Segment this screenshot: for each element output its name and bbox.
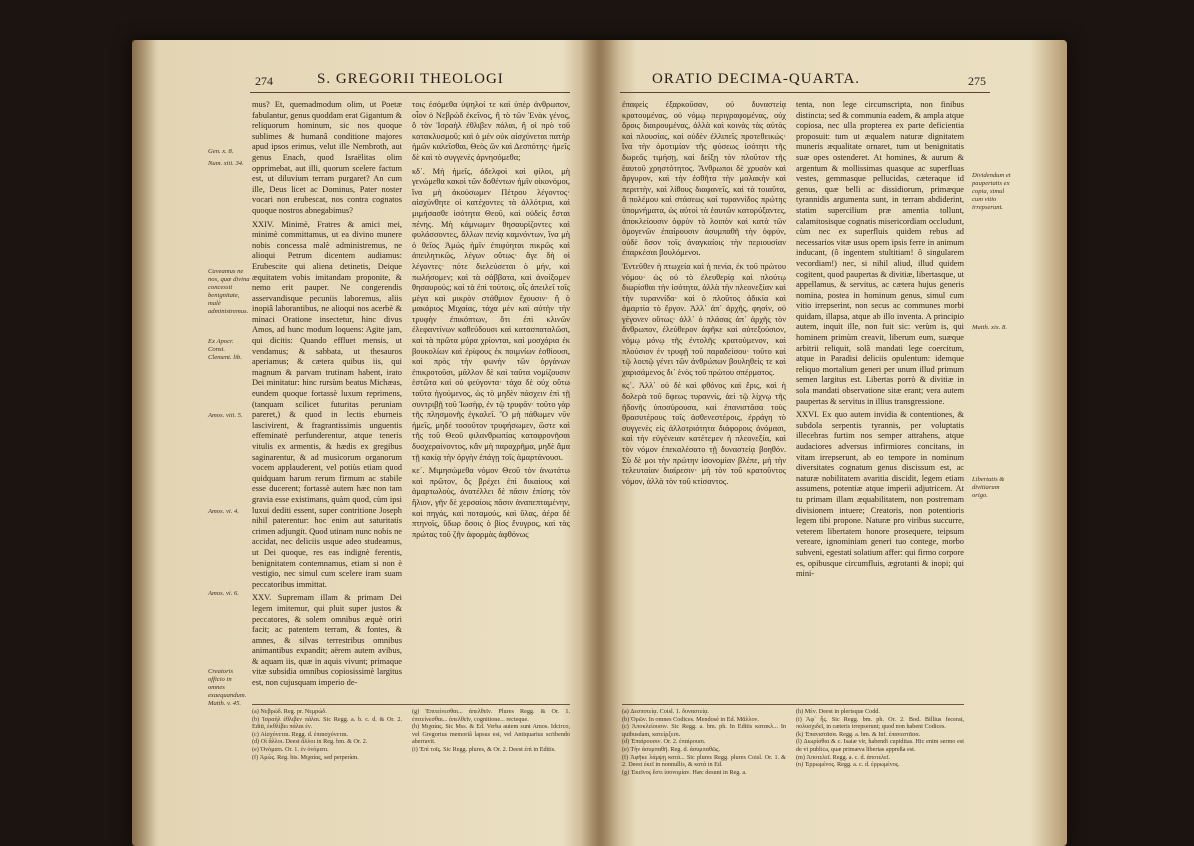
footnote: (m) Ἀποτελεῖ. Regg. a. c. d. ἀποτελεῖ.: [796, 753, 890, 761]
paragraph: κς΄. Ἀλλ᾽ οὐ δὲ καὶ φθόνος καὶ ἔρις, καὶ ἡ δολερὰ τοῦ ὄφεως τυραννίς, ἀεὶ τῷ λίχνῳ τῆς ἡδονῆς ὑποσύρουσα, καὶ ἐπανιστᾶσα τοὺς θρασυτέρους τοῖς ἀσθενεστέροις, ἐρράγη τὸ συγγενὲς εἰς ἀλλοτριότητα διάφοροις ὀνόμασι, καὶ τὴν εὐγένειαν κατέτεμεν ἡ πλεονεξία, καὶ τὸν νόμον ἐπεκαλέσατο τῇ δυναστείᾳ βοηθόν. Σὺ δὲ μοι τὴν πρώτην ἰσονομίαν βλέπε, μὴ τὴν τελευταίαν διαίρεσιν· μὴ τὸν τοῦ κρατοῦντος νόμον, ἀλλὰ τὸν τοῦ κτίσαντος.: [622, 381, 786, 486]
footnote: (g) Ἐκεῖνος ἔστι ἰσονομίαν. Hæc desunt in Reg. a.: [622, 768, 747, 776]
right-footnote-rule: [622, 704, 964, 705]
margin-note: Amos. vi. 6.: [208, 590, 239, 597]
page-edge-shadow: [132, 40, 156, 846]
footnote: (c) Αἰσχύνεται. Regg. d. ἐπαισχύνεται.: [252, 730, 349, 738]
left-page-number: 274: [255, 74, 273, 88]
margin-note: Libertatis & divitiarum origo.: [972, 476, 1005, 499]
margin-note: Ex Apocr. Const. Clement. lib.: [208, 338, 242, 361]
footnote: (l) Διωρίσθαι & c. Isaiæ vir, habendi cupiditas. Hic enim sermo est de vi publica, quæ primæva libertas appreßa est.: [796, 738, 964, 753]
paragraph: τοις ἐσόμεθα ὑψηλοί τε καὶ ὑπὲρ ἀνθρωπον, οἷον ὁ Νεβρώδ ἐκεῖνος, ἢ τὸ τῶν Ἐνὰκ γένος, ὃ τὸν Ἰσραὴλ ἐθλιβεν πάλαι, ἢ οἱ πρὸ τοῦ κατακλυσμοῦ; καὶ ὁ μὲν οὐκ αἰσχύνεται πατὴρ ἡμῶν καλεῖσθαι, Θεὸς ὢν καὶ Δεσπότης· ἡμεῖς δὲ καὶ τὸ συγγενὲς ἀρνησόμεθα;: [412, 100, 570, 162]
left-latin-column: [252, 100, 402, 700]
footnote: (g) Ἐπιτείνεσθαι... ἀπελθεῖν. Plures Regg. & Or. 1. ἐπιτείνεσθαι... ἀπελθεῖν, cognitione... recteque.: [412, 708, 570, 723]
margin-note: Caveamus ne nos, quæ divina concessit benignitate, malè administremus.: [208, 268, 250, 315]
footnote: (b) Ὁρῶν. In omnes Codices. Mendosè in Ed. Μᾶλλον.: [622, 715, 759, 723]
left-footnotes-col1: [252, 708, 402, 836]
footnote: (d) Οἱ ἄλλοι. Deest ἄλλοι in Reg. bm. & Or. 2.: [252, 738, 368, 746]
footnote: (b) Ἰσραὴλ ἐθλιβεν πάλαι. Sic Regg. a. b. c. d. & Or. 2. Editi, ἐκθλίβει πάλαι ἐν.: [252, 715, 402, 731]
paragraph: Ἐντεῦθεν ἡ πτωχεία καὶ ἡ πενία, ἐκ τοῦ πρώτου νόμου· ὡς οὐ τὸ ἐλευθερίᾳ καὶ πλούτῳ διωρίσθαι τὴν ἰσότητα, ἀλλὰ τὴν πλεονεξίαν καὶ τὴν τυραννίδα· καὶ ὁ πλοῦτος ἀδικία καὶ ἁμαρτία τὸ ἔργον. Ἀλλ᾽ ἀπ᾽ ἀρχῆς, φησὶν, οὐ γέγονεν οὕτως· ἀλλ᾽ ὁ πλάσας ἀπ᾽ ἀρχῆς τὸν ἄνθρωπον, ἐλεύθερον ἀφῆκε καὶ αὐτεξούσιον, νόμῳ μόνῳ τῆς ἐντολῆς κρατούμενον, καὶ πλούσιον ἐν τρυφῇ τοῦ παραδείσου· τοῦτο καὶ τῷ λοιπῷ γένει τῶν ἀνθρώπων βουληθεὶς τε καὶ χαρισάμενος δι᾽ ἑνὸς τοῦ πρώτου σπέρματος.: [622, 261, 786, 377]
footnote: (h) Μιχαίας. Sic Mss. & Ed. Verba autem sunt Amos. Idcirco, vel Gregorius memoriâ lapsus est, vel Antiquarius scribendo aberravit.: [412, 723, 570, 746]
footnote: (f) Ἀμὼς. Reg. bis. Μιχαίας, sed perperàm.: [252, 753, 359, 761]
paragraph: XXV. Supremam illam & primam Dei legem imitemur, qui pluit super justos & peccatores, & solem omnibus æquè oriri facit; ac patentem terram, & fontes, & amnes, & silvas terrestribus omnibus animantibus expandit; aërem autem avibus, & aquam iis, quæ in aquis vivunt; primaque vitæ subsidia omnibus copiosissimè largitus est, non cujusquam imperio de-: [252, 593, 402, 688]
right-page-number: 275: [968, 74, 986, 88]
footnote: (n) Ἐρρωμένος. Regg. a. c. d. ἐρρωμένος.: [796, 761, 900, 769]
footnote: (a) Νεβρώδ. Reg. pr. Νεμρώδ.: [252, 708, 327, 715]
footnote: (d) Ἐπαίρουσιν. Or. 2. ἐπαίρουσι.: [622, 738, 706, 746]
margin-note: Gen. x. 8.: [208, 148, 234, 155]
right-latin-column: [796, 100, 964, 700]
left-header-rule: [250, 92, 570, 93]
footnote: (f) Ἀφῆκε λάμψῃ κατὰ... Sic plures Regg. plures Coisl. Or. 1. & 2. Deest ἐκεῖ in nonnullis, & κατὰ in Ed.: [622, 753, 786, 769]
paragraph: κδ΄. Μὴ ἡμεῖς, ἀδελφοὶ καὶ φίλοι, μὴ γενώμεθα κακοὶ τῶν δοθέντων ἡμῖν οἰκονόμοι, ἵνα μὴ ἀκούσωμεν Πέτρου λέγοντος· αἰσχύνθητε οἱ κατέχοντες τὰ ἀλλότρια, καὶ μιμήσασθε ἰσότητα Θεοῦ, καὶ οὐδεὶς ἔσται πένης. Μὴ κάμνωμεν θησαυρίζοντες καὶ φυλάσσοντες, ἄλλων πενίᾳ καμνόντων, ἵνα μὴ ὁ θεῖος Ἀμὼς ἡμῖν ἐπιφύηται πικρῶς καὶ ἀπειλητικῶς, λέγων οὕτως· ἄγε δὴ οἱ λέγοντες· πότε διελεύσεται ὁ μήν, καὶ πωλήσομεν; καὶ τὰ σάββατα, καὶ ἀνοίξομεν θησαυρούς; καὶ τὰ ἐπὶ τούτοις, οἷς ἀπειλεῖ τοῖς μέγα καὶ μικρὸν στάθμιον ἔχουσιν· ἢ ὁ μακάριος Μιχαίας, τάχα μὲν καὶ αὐτὴν τὴν τρυφὴν ἐπικόπτων, ὅτι ἐπὶ κλινῶν ἐλεφαντίνων καθεύδουσι καὶ κατασπαταλῶσι, καὶ τὰ πρῶτα μύρα χρίονται, καὶ μοσχάρια ἐκ βουκολίων καὶ ἐρίφους ἐκ ποιμνίων ἐσθίουσι, καὶ πρὸς τὴν φωνὴν τῶν ὀργάνων ἐπικροτοῦσι, μᾶλλον δὲ καὶ ταῦτα νομίζουσιν ἑστῶτα καὶ οὐ φεύγοντα· τάχα δὲ οὐχ οὕτω ταῦτα ἡγούμενος, ὡς τὸ μηδὲν πάσχειν ἐπὶ τῇ συντριβῇ τοῦ Ἰωσὴφ, ἐν τῷ τρυφᾶν· τοῦτο γὰρ τῆς πλησμονῆς ἐγκαλεῖ. Ὃ μὴ πάθωμεν νῦν ἡμεῖς, μηδὲ τοσοῦτον τρυφήσωμεν, ὥστε καὶ τῆς τοῦ Θεοῦ φιλανθρωπίας καταφρονῆσαι δυσχεραίνοντος, κἂν μὴ παραχρῆμα, μηδὲ ἅμα τῇ κακίᾳ τὴν ὀργὴν ἐπάγῃ τοῖς ἁμαρτάνουσι.: [412, 166, 570, 462]
paragraph: XXIV. Minimè, Fratres & amici mei, minimè committamus, ut ea divino munere nobis concessa malè administremus, ne alioqui Petrum dicentem audiamus: Erubescite qui aliena detinetis, Deique æquitatem vobis imitandam proponite, & nemo erit pauper. Ne congerendis asservandisque pecuniis laboremus, aliis inopiâ laborantibus, ne alioqui nos acerbè & minaci Oratione insectetur, hinc divus Amos, ad hunc modum loquens: Agite jam, qui dicitis: Quando effluet mensis, ut vendamus; & sabbata, ut thesauros aperiamus; & cætera quibus iis, qui magnum & parvam trutinam habent, irato Dei minitatur: hinc rursùm beatus Michæas, eundem quoque fortassè luxum reprimens, (tanquam scilicet futuritas peruniam pareret,) & quod in lectis eburneis lascivirent, & fragrantissimis unguentis effeminatè perfunderentur, atque teneris vitulis ex armentis, & hædis ex gregibus saginarentur, & ad musicorum organorum vocem applauderent, vel potiùs etiam quod quidquam harum rerum firmum ac stabile esse ducerent; fortassè autem hæc non tam gravia esse existimans, quàm quod, cùm ipsi luxui dediti essent, super contritione Joseph nihil paterentur: hoc enim aut saturitatis crimen adjungit. Quod utinam nunc nobis ne accidat, nec deliciis usque adeo studeamus, ut Dei quoque, res eas indignè ferentis, benignitatem contemnamus, etiam si non è vestigio, nec simul cum scelere iram suam peccatoribus immittat.: [252, 219, 402, 589]
footnote: (e) Ὀνόματι. Or. 1. ἐν ὀνόματι.: [252, 745, 329, 753]
right-greek-column: [622, 100, 786, 700]
footnote: (k) Ἐπανιστᾶσα. Regg. a. bm. & Inf. ἐπανεστᾶσα.: [796, 730, 921, 738]
footnote: (e) Τὴν ἀσυμπαθῆ. Reg. d. ἀσυμπαθῶς.: [622, 745, 720, 753]
footnote: (i) Ἀφ᾽ ἧς. Sic Regg. bm. ph. Or. 2. Bod. Billius fecerat, πολυσχιδεῖ, in cæteris irrepserunt; quod non habent Codices.: [796, 715, 964, 731]
margin-note: Amos. vi. 4.: [208, 508, 239, 515]
margin-note: Matth. xix. 8.: [972, 324, 1007, 331]
open-book: [132, 40, 1067, 846]
left-footnotes-col2: [412, 708, 570, 836]
footnote: (c) Ἀποκλείουσιν. Sic Regg. a. bm. ph. In Editis κατακλ... In quibusdam, κατείρξεσι.: [622, 723, 786, 738]
margin-note: Dividendum et paupertatis ex copia, simul cum vitio irrepserunt.: [972, 172, 1011, 211]
footnote: (h) Μὲν. Deest in plerisque Codd.: [796, 708, 880, 715]
paragraph: tenta, non lege circumscripta, non finibus distincta; sed & communia eadem, & ampla atque copiosa, nec ulla propterea ex parte deficientia proposuit: tum ut æqualem naturæ dignitatem muneris æqualitate ornaret, tum ut benignitatis suæ opes ostenderet. At homines, & aurum & argentum & mollissimas quasque ac superfluas vestes, gemmasque pellucidas, cæteraque id genus, quæ belli ac dissidiorum, primæque tyrannidis argumenta sunt, in terram abdiderint, statim supercilium præ amentia tollunt, calamitosisque cognatis misericordiam occludunt, cùm nec ex superfluis quidem rebus ad necessarios vitæ usus opem ipsis ferre in animum inducant, (ô ingentem stultitiam! ô singularem vecordiam!) nec, si nihil aliud, illud quidem cogitent, quod paupertas & divitiæ, libertasque, ut appellamus, & servitus, ac cætera hujus generis nomina, postea in hominum genus, simul cum vitio irrepserint, non secus ac communes morbi quidam, illapsa, atque ab illo inventa. A principio autem, inquit ille, non fuit sic: verùm is, qui hominem primùm creavit, liberum eum, suæque arbitrii reliquit, solâ mandati lege coercitum, atque in Paradisi deliciis opulentum: idemque reliquo mortalium generi per unum illud primum semen largitus est. Libertas porrò & divitiæ in sola mandati observatione sitæ erant; vera autem paupertas & servitus in illius transgressione.: [796, 100, 964, 406]
right-footnotes-col2: [796, 708, 964, 836]
book-gutter: [581, 40, 619, 846]
paragraph: κε΄. Μιμησώμεθα νόμον Θεοῦ τὸν ἀνωτάτω καὶ πρῶτον, ὃς βρέχει ἐπὶ δικαίους καὶ ἁμαρτωλοὺς, ἀνατέλλει δὲ πᾶσιν ἐπίσης τὸν ἥλιον, γῆν δὲ χερσαίοις πᾶσιν ἀναπεπταμένην, καὶ πηγάς, καὶ ποταμούς, καὶ ὕλας, ἀέρα δὲ πτηνοῖς, ὕδωρ ὅσοις ὁ βίος ἔνυγρος, καὶ τὰς πρώτας τοῦ ζῆν ἀφορμὰς ἀφθόνως: [412, 466, 570, 539]
footnote: (a) Δεσποτείᾳ. Coisl. 1. δυναστείᾳ.: [622, 708, 709, 715]
paragraph: XXVI. Ex quo autem invidia & contentiones, & subdola serpentis tyrannis, per voluptatis illecebras furtim nos semper attrahens, atque audaciores adversus infirmiores concitans, in vitam irrepserunt, ab eo tempore in nominum diversitates cognatum genus discissum est, ac naturæ nobilitatem avaritia discidit, legem etiam assumens, potentiæ atque imperii adjutricem. At tu primam illam æquabilitatem, non postremam divisionem intuere; Creatoris, non potentioris legem tibi propone. Naturæ pro viribus succurre, veterem libertatem honore prosequere, teipsum vereare, ignominiam generi tuo contege, morbo subveni, egestati solatium affer: qui firmo corpore es, opibusque circumfluis, ægrotanti & inopi; qui mini-: [796, 410, 964, 579]
footnote: (i) Ἐπὶ τοῖς. Sic Regg. plures, & Or. 2. Deest ἐπὶ in Editis.: [412, 745, 556, 753]
paragraph: ἐπαφεὶς ἐξαρκοῦσαν, οὐ δυναστείᾳ κρατουμένας, οὐ νόμῳ περιγραφομένας, οὐχ ὅροις διαιρουμένας, ἀλλὰ καὶ κοινὰς τὰς αὐτὰς καὶ πλουσίας, καὶ οὐδὲν ἐλλιπεῖς προτεθεικώς· ἵνα τὴν ὁμοτιμίαν τῆς φύσεως ἰσότητι τῆς δωρεᾶς τιμήσῃ, καὶ δείξῃ τὸν πλοῦτον τῆς ἑαυτοῦ χρηστότητος. Ἄνθρωποι δὲ χρυσὸν καὶ ἄργυρον, καὶ τὴν ἐσθῆτα τὴν μαλακὴν καὶ περιττὴν, καὶ λίθους διαφανεῖς, καὶ τὰ τοιαῦτα, ἃ πολέμου καὶ στάσεως καὶ τυραννίδος πρώτης ὑπομνήματα, ὡς αὐτοὶ τὰ ἑαυτῶν κατορύξαντες, ἀποκλείουσιν ὀφρὺν τὸ λοιπὸν καὶ κατὰ τῶν ὁμογενῶν ἐπαίρουσιν ἀσυμπαθῆ τὴν ὀφρύν, οὐδὲ ὅσον τοῖς ἀναγκαίοις τὴν περιουσίαν ἐπαρκέσαι βουλόμενοι.: [622, 100, 786, 258]
margin-note: Amos. viii. 5.: [208, 412, 243, 419]
right-page-header: ORATIO DECIMA-QUARTA.: [652, 71, 861, 87]
margin-note: Num. xiii. 34.: [208, 160, 244, 167]
right-header-rule: [620, 92, 990, 93]
paragraph: mus? Et, quemadmodum olim, ut Poetæ fabulantur, genus quoddam erat Gigantum & reliquorum hominum, sic nos quoque sublimes & humanâ conditione majores apud ipsos erimus, velut ille Nembroth, aut genus Enach, quod Israëlitas olim opprimebat, aut illi, quorum scelere factum est, ut diluvium terram purgaret? An cum ille, Deus licet ac Dominus, Pater noster vocari non erubescat, nos contra cognatos quoque nostros abnegabimus?: [252, 100, 402, 215]
margin-note: Creatoris officio in omnes exaequandum. Matth. v. 45.: [208, 668, 247, 707]
left-greek-column: [412, 100, 570, 700]
left-page-header: S. GREGORII THEOLOGI: [317, 71, 504, 87]
left-footnote-rule: [252, 704, 570, 705]
right-footnotes-col1: [622, 708, 786, 836]
